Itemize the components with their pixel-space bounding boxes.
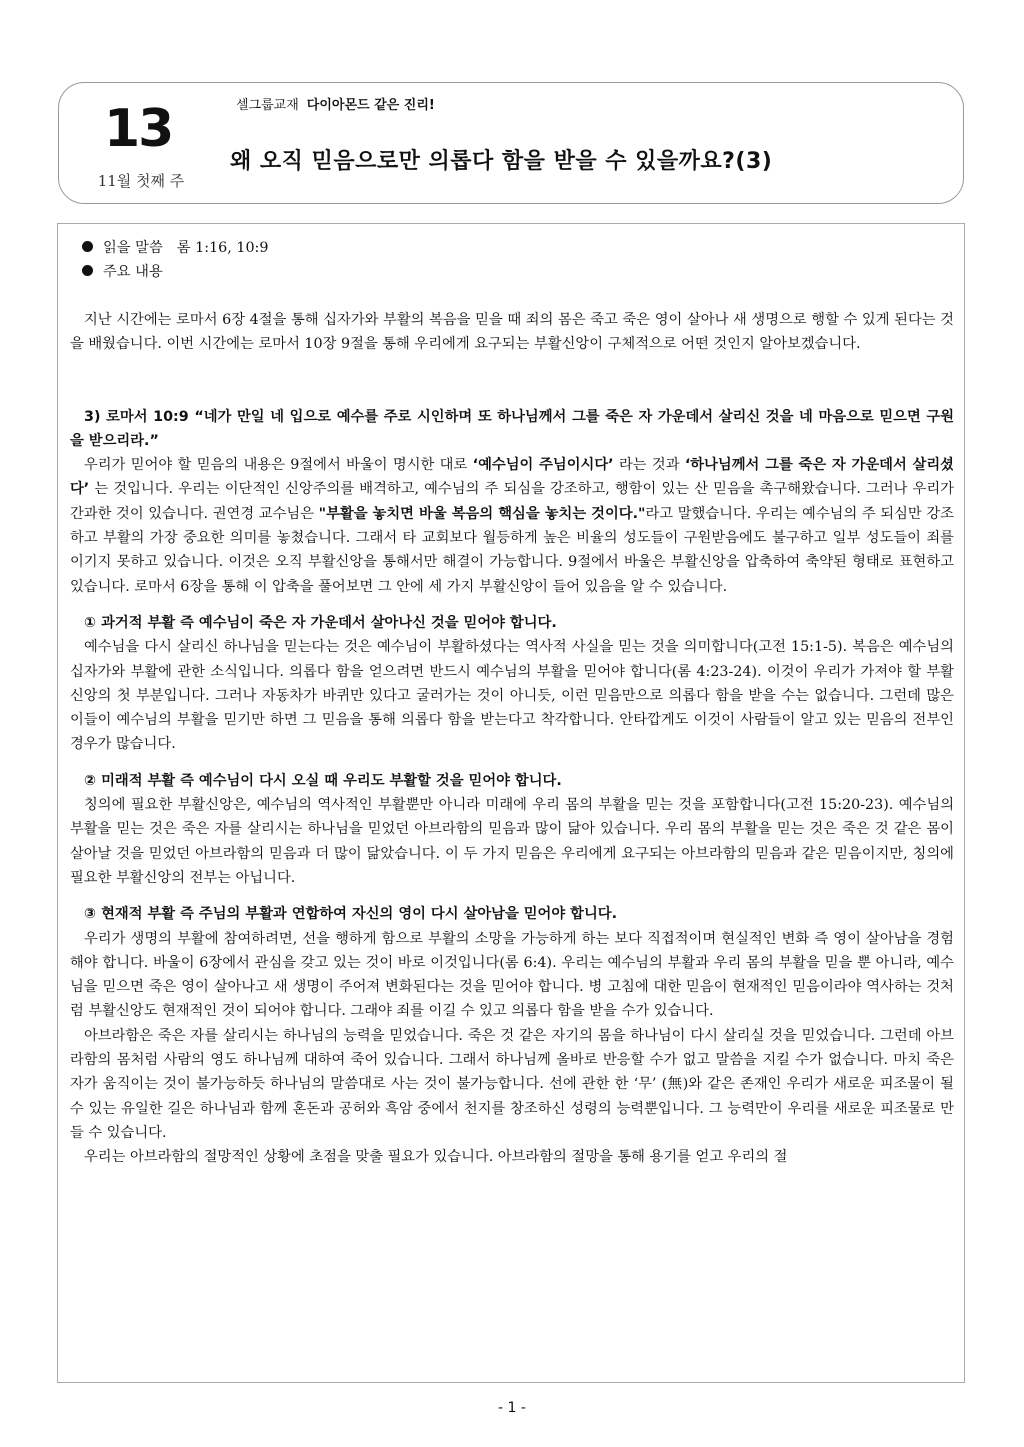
series-line bbox=[236, 94, 435, 113]
emphasis-text: ‘하나님께서 그를 죽은 자 가운데서 살리셨다’ bbox=[70, 457, 954, 498]
page-title: 왜 오직 믿음으로만 의롭다 함을 받을 수 있을까요?(3) bbox=[230, 149, 773, 174]
reading-reference: 롬 1:16, 10:9 bbox=[176, 240, 269, 256]
reading-bullet bbox=[70, 236, 954, 260]
point-3-paragraph: 우리는 아브라함의 절망적인 상황에 초점을 맞출 필요가 있습니다. 아브라함의 절망을 통해 용기를 얻고 우리의 절 bbox=[84, 1149, 788, 1166]
bullet-dot-icon bbox=[82, 241, 93, 252]
point-2-heading: ② 미래적 부활 즉 예수님이 다시 오실 때 우리도 부활할 것을 믿어야 합니다. bbox=[84, 772, 562, 789]
intro-paragraph: 지난 시간에는 로마서 6장 4절을 통해 십자가와 부활의 복음을 믿을 때 죄의 몸은 죽고 죽은 영이 살아나 새 생명으로 행할 수 있게 된다는 것을 배웠습니다. 이번 시간에는 로마서 10장 9절을 통해 우리에게 요구되는 부활신앙이 구체적으로 어떤 것인지 알아보겠습니다. bbox=[70, 312, 954, 353]
point-1-heading: ① 과거적 부활 즉 예수님이 죽은 자 가운데서 살아나신 것을 믿어야 합니다. bbox=[84, 614, 557, 631]
point-1-paragraph: 예수님을 다시 살리신 하나님을 믿는다는 것은 예수님이 부활하셨다는 역사적 사실을 믿는 것을 의미합니다(고전 15:1-5). 복음은 예수님의 십자가와 부활에 관한 소식입니다. 의롭다 함을 얻으려면 반드시 예수님의 부활을 믿어야 합니다(롬 4:23-24). 이것이 우리가 가져야 할 부활신앙의 첫 부분입니다. 그러나 자동차가 바퀴만 있다고 굴러가는 것이 아니듯, 이런 믿음만으로 의롭다 함을 받을 수는 없습니다. 그런데 많은 이들이 예수님의 부활을 믿기만 하면 그 믿음을 통해 의롭다 함을 받는다고 착각합니다. 안타깝게도 이것이 사람들이 알고 있는 믿음의 전부인 경우가 많습니다. bbox=[70, 639, 954, 753]
section-3-heading: 3) 로마서 10:9 “네가 만일 네 입으로 예수를 주로 시인하며 또 하나님께서 그를 죽은 자 가운데서 살리신 것을 네 마음으로 믿으면 구원을 받으리라.” bbox=[70, 408, 954, 449]
text-run: 는 것입니다. 우리는 이단적인 신앙주의를 배격하고, 예수님의 주 되심을 강조하고, 행함이 있는 산 믿음을 촉구해왔습니다. 그러나 우리가 간과한 것이 있습니다. 권연경 교수님은 bbox=[70, 481, 954, 522]
lesson-content bbox=[70, 236, 954, 1170]
lesson-number: 13 bbox=[104, 99, 173, 159]
emphasis-quote: "부활을 놓치면 바울 복음의 핵심을 놓치는 것이다." bbox=[318, 505, 646, 522]
point-2-paragraph: 칭의에 필요한 부활신앙은, 예수님의 역사적인 부활뿐만 아니라 미래에 우리 몸의 부활을 믿는 것을 포함합니다(고전 15:20-23). 예수님의 부활을 믿는 것은 죽은 자를 살리시는 하나님을 믿었던 아브라함의 믿음과 많이 닮아 있습니다. 우리 몸의 부활을 믿는 것은 죽은 것 같은 몸이 살아날 것을 믿었던 아브라함의 믿음과 더 많이 닮았습니다. 이 두 가지 믿음은 우리에게 요구되는 아브라함의 믿음과 같은 믿음이지만, 칭의에 필요한 부활신앙의 전부는 아닙니다. bbox=[70, 797, 954, 886]
summary-label: 주요 내용 bbox=[103, 264, 163, 280]
point-3-paragraph: 우리가 생명의 부활에 참여하려면, 선을 행하게 함으로 부활의 소망을 가능하게 하는 보다 직접적이며 현실적인 변화 즉 영이 살아남을 경험해야 합니다. 바울이 6장에서 관심을 갖고 있는 것이 바로 이것입니다(롬 6:4). 우리는 예수님의 부활과 우리 몸의 부활을 믿을 뿐 아니라, 예수님을 믿으면 죽은 영이 살아나고 새 생명이 주어져 변화된다는 것을 믿어야 합니다. 병 고침에 대한 믿음이 현재적인 믿음이라야 역사하는 것처럼 부활신앙도 현재적인 것이 되어야 합니다. 그래야 죄를 이길 수 있고 의롭다 함을 받을 수가 있습니다. bbox=[70, 930, 954, 1020]
week-label: 11월 첫째 주 bbox=[97, 172, 185, 190]
text-run: 라는 것과 bbox=[613, 457, 685, 474]
series-label: 셀그룹교재 bbox=[236, 98, 299, 113]
page-number: - 1 - bbox=[498, 1400, 526, 1416]
emphasis-text: ‘예수님이 주님이시다’ bbox=[472, 457, 614, 474]
text-run: 우리가 믿어야 할 믿음의 내용은 9절에서 바울이 명시한 대로 bbox=[84, 457, 473, 474]
summary-bullet bbox=[70, 260, 954, 284]
point-3-paragraph: 아브라함은 죽은 자를 살리시는 하나님의 능력을 믿었습니다. 죽은 것 같은 자기의 몸을 하나님이 다시 살리실 것을 믿었습니다. 그런데 아브라함의 몸처럼 사람의 영도 하나님께 대하여 죽어 있습니다. 그래서 하나님께 올바로 반응할 수가 없고 말씀을 지킬 수가 없습니다. 마치 죽은 자가 움직이는 것이 불가능하듯 하나님의 말씀대로 사는 것이 불가능합니다. 선에 관한 한 ‘무’ (無)와 같은 존재인 우리가 새로운 피조물이 될 수 있는 유일한 길은 하나님과 함께 혼돈과 공허와 흑암 중에서 천지를 창조하신 성령의 능력뿐입니다. 그 능력만이 우리를 새로운 피조물로 만들 수 있습니다. bbox=[70, 1027, 954, 1141]
series-title: 다이아몬드 같은 진리! bbox=[306, 98, 435, 113]
bullet-dot-icon bbox=[82, 265, 93, 276]
reading-label: 읽을 말씀 bbox=[103, 240, 163, 256]
point-3-heading: ③ 현재적 부활 즉 주님의 부활과 연합하여 자신의 영이 다시 살아남을 믿어야 합니다. bbox=[84, 906, 618, 923]
text-run: 라고 말했습니다. 우리는 예수님의 주 되심만 강조하고 부활의 가장 중요한 의미를 놓쳤습니다. 그래서 타 교회보다 월등하게 높은 비율의 성도들이 구원받음에도 불구하고 일부 성도들이 죄를 이기지 못하고 있습니다. 이것은 오직 부활신앙을 통해서만 해결이 가능합니다. 9절에서 바울은 부활신앙을 압축하여 축약된 형태로 표현하고 있습니다. 로마서 6장을 통해 이 압축을 풀어보면 그 안에 세 가지 부활신앙이 들어 있음을 알 수 있습니다. bbox=[70, 505, 954, 595]
section-3-paragraph bbox=[70, 453, 954, 599]
